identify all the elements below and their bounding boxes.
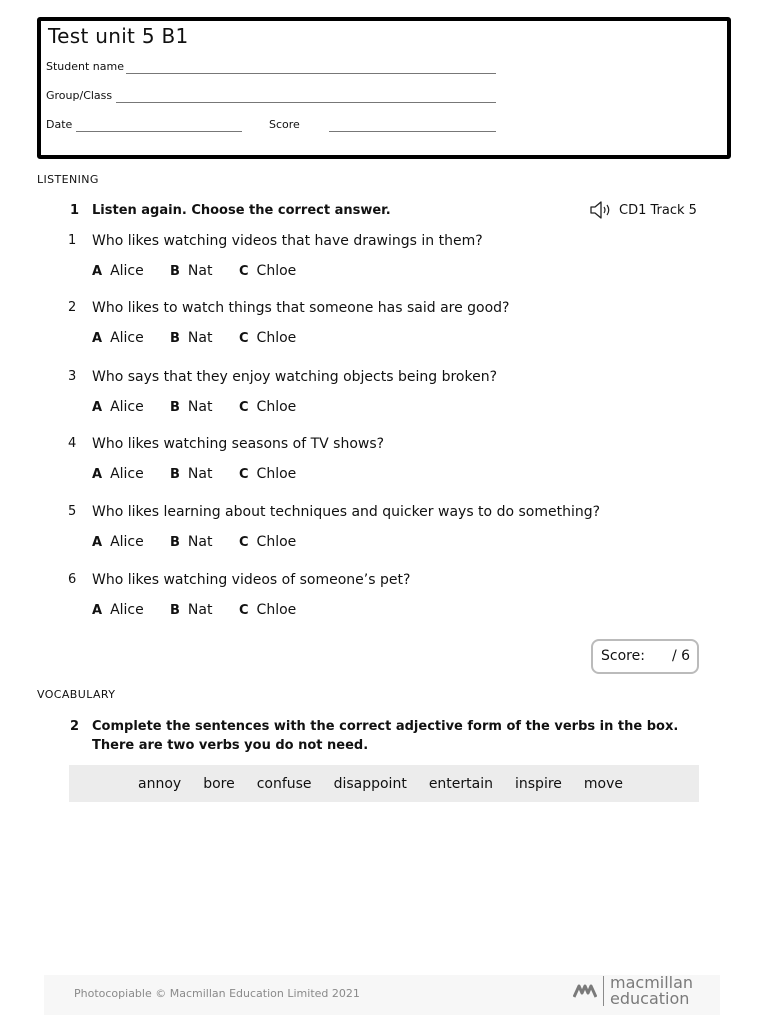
word-item: entertain bbox=[428, 775, 493, 792]
question-text: Who likes watching videos that have drawings in them? bbox=[92, 233, 483, 249]
publisher-logo bbox=[573, 975, 693, 1007]
option-c[interactable]: C Chloe bbox=[239, 263, 297, 279]
option-c[interactable]: C Chloe bbox=[239, 330, 297, 346]
question-number: 6 bbox=[68, 572, 77, 587]
option-b[interactable]: B Nat bbox=[170, 399, 213, 415]
student-details-box bbox=[37, 17, 731, 159]
group-class-label: Group/Class bbox=[46, 89, 113, 102]
option-b[interactable]: B Nat bbox=[170, 466, 213, 482]
group-class-field[interactable] bbox=[116, 102, 496, 103]
option-a[interactable]: A Alice bbox=[92, 399, 144, 415]
macmillan-logo-icon bbox=[573, 981, 597, 1001]
option-c[interactable]: C Chloe bbox=[239, 602, 297, 618]
track-label: CD1 Track 5 bbox=[619, 202, 697, 218]
option-a[interactable]: A Alice bbox=[92, 466, 144, 482]
question-number: 2 bbox=[68, 300, 77, 315]
logo-wordmark bbox=[610, 975, 693, 1007]
score-box-label: Score: bbox=[601, 648, 645, 664]
question-1 bbox=[68, 233, 708, 283]
word-item: inspire bbox=[515, 775, 562, 792]
option-b[interactable]: B Nat bbox=[170, 534, 213, 550]
word-item: confuse bbox=[256, 775, 312, 792]
task-number: 1 bbox=[70, 203, 80, 218]
speaker-icon bbox=[589, 200, 613, 220]
question-number: 1 bbox=[68, 233, 77, 248]
audio-track bbox=[589, 200, 697, 220]
option-a[interactable]: A Alice bbox=[92, 263, 144, 279]
question-6 bbox=[68, 572, 708, 622]
task-instruction-line-1: Complete the sentences with the correct adjective form of the verbs in the box. bbox=[92, 719, 679, 734]
logo-divider bbox=[603, 976, 604, 1006]
option-a[interactable]: A Alice bbox=[92, 330, 144, 346]
question-number: 5 bbox=[68, 504, 77, 519]
date-field[interactable] bbox=[76, 131, 242, 132]
task-instruction-line-2: There are two verbs you do not need. bbox=[92, 738, 369, 753]
option-a[interactable]: A Alice bbox=[92, 534, 144, 550]
option-c[interactable]: C Chloe bbox=[239, 534, 297, 550]
listening-score-box[interactable] bbox=[591, 639, 699, 674]
word-box bbox=[69, 765, 699, 802]
question-4 bbox=[68, 436, 708, 486]
logo-line-1: macmillan bbox=[610, 973, 694, 992]
word-item: disappoint bbox=[333, 775, 407, 792]
question-text: Who likes learning about techniques and quicker ways to do something? bbox=[92, 504, 601, 520]
question-text: Who likes watching seasons of TV shows? bbox=[92, 436, 385, 452]
question-3 bbox=[68, 369, 708, 419]
question-number: 4 bbox=[68, 436, 77, 451]
option-a[interactable]: A Alice bbox=[92, 602, 144, 618]
score-box-total: / 6 bbox=[672, 648, 691, 664]
word-item: move bbox=[583, 775, 624, 792]
question-text: Who says that they enjoy watching objects being broken? bbox=[92, 369, 498, 385]
listening-section-label: LISTENING bbox=[37, 173, 99, 186]
copyright-text: Photocopiable © Macmillan Education Limited 2021 bbox=[74, 987, 360, 1000]
student-name-label: Student name bbox=[46, 60, 124, 73]
score-field[interactable] bbox=[329, 131, 496, 132]
option-c[interactable]: C Chloe bbox=[239, 399, 297, 415]
vocabulary-section-label: VOCABULARY bbox=[37, 688, 116, 701]
question-number: 3 bbox=[68, 369, 77, 384]
test-title: Test unit 5 B1 bbox=[48, 24, 189, 48]
task-instruction: Listen again. Choose the correct answer. bbox=[92, 203, 391, 218]
option-c[interactable]: C Chloe bbox=[239, 466, 297, 482]
option-b[interactable]: B Nat bbox=[170, 602, 213, 618]
option-b[interactable]: B Nat bbox=[170, 263, 213, 279]
question-2 bbox=[68, 300, 708, 350]
student-name-field[interactable] bbox=[126, 73, 496, 74]
task-number: 2 bbox=[70, 719, 80, 734]
word-item: bore bbox=[203, 775, 235, 792]
option-b[interactable]: B Nat bbox=[170, 330, 213, 346]
logo-line-2: education bbox=[610, 989, 690, 1008]
date-label: Date bbox=[46, 118, 73, 131]
question-text: Who likes to watch things that someone has said are good? bbox=[92, 300, 510, 316]
score-label: Score bbox=[269, 118, 300, 131]
question-text: Who likes watching videos of someone’s pet? bbox=[92, 572, 411, 588]
word-item: annoy bbox=[138, 775, 182, 792]
question-5 bbox=[68, 504, 708, 554]
